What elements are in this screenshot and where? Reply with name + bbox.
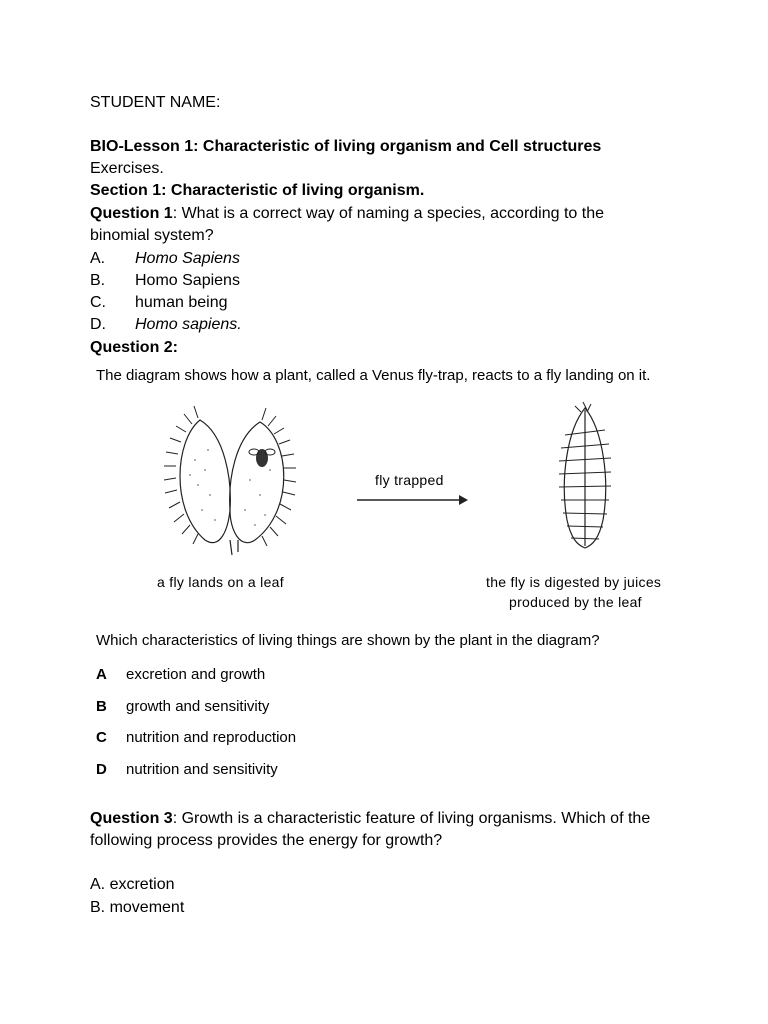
figure-question: Which characteristics of living things are shown by the plant in the diagram? xyxy=(96,632,600,649)
q1-option-a xyxy=(90,248,240,270)
question-3-label: Question 3 xyxy=(90,810,173,827)
left-caption: a fly lands on a leaf xyxy=(157,574,284,590)
right-caption-line1: the fly is digested by juices xyxy=(486,574,662,590)
student-name-label: STUDENT NAME: xyxy=(90,94,221,111)
option-text: human being xyxy=(135,294,228,311)
question-2-label: Question 2: xyxy=(90,339,179,356)
option-text: nutrition and sensitivity xyxy=(126,761,278,778)
question-2-figure xyxy=(90,362,690,782)
option-text: Homo Sapiens xyxy=(135,272,240,289)
option-text: growth and sensitivity xyxy=(126,698,270,715)
option-letter: A. xyxy=(90,250,106,267)
q2-option-b xyxy=(96,698,269,715)
option-letter: C. xyxy=(90,294,106,311)
option-letter: A xyxy=(96,666,107,683)
option-letter: D xyxy=(96,761,107,778)
q1-option-c xyxy=(90,292,228,314)
venus-flytrap-closed-illustration xyxy=(545,400,625,555)
question-1-text-line1: : What is a correct way of naming a species, according to the xyxy=(172,205,604,222)
option-letter: B. xyxy=(90,272,106,289)
question-1-text-line2: binomial system? xyxy=(90,227,214,244)
right-caption-line2: produced by the leaf xyxy=(509,594,642,610)
q3-option-b: B. movement xyxy=(90,899,185,916)
option-text: Homo sapiens. xyxy=(135,316,242,333)
question-3-text xyxy=(90,808,650,830)
q2-option-d xyxy=(96,761,278,778)
arrow-label: fly trapped xyxy=(375,472,444,488)
question-1-label: Question 1 xyxy=(90,205,173,222)
q1-option-d xyxy=(90,314,242,336)
question-1-text xyxy=(90,203,604,225)
lesson-title: BIO-Lesson 1: Characteristic of living organism and Cell structures xyxy=(90,138,602,155)
option-letter: B xyxy=(96,698,107,715)
q2-option-c xyxy=(96,729,296,746)
exercises-label: Exercises. xyxy=(90,160,164,177)
venus-flytrap-open-illustration xyxy=(150,400,310,560)
q1-option-b xyxy=(90,270,240,292)
section-title: Section 1: Characteristic of living organism. xyxy=(90,182,425,199)
option-letter: D. xyxy=(90,316,106,333)
arrow-icon xyxy=(355,494,470,506)
option-text: Homo Sapiens xyxy=(135,250,240,267)
question-3-text-line1: : Growth is a characteristic feature of living organisms. Which of the xyxy=(172,810,651,827)
option-letter: C xyxy=(96,729,107,746)
fly-icon xyxy=(249,449,275,467)
q3-option-a: A. excretion xyxy=(90,876,175,893)
figure-intro: The diagram shows how a plant, called a Venus fly-trap, reacts to a fly landing on it. xyxy=(96,367,651,384)
q2-option-a xyxy=(96,666,265,683)
option-text: excretion and growth xyxy=(126,666,266,683)
option-text: nutrition and reproduction xyxy=(126,729,297,746)
question-3-text-line2: following process provides the energy for growth? xyxy=(90,832,443,849)
